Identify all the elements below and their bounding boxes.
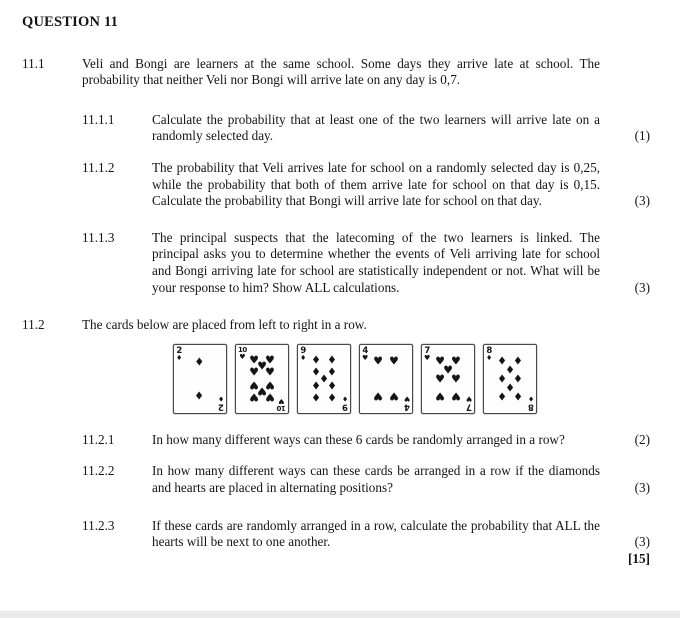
card-corner-br: [218, 395, 224, 411]
question-11-1-1-marks: (1): [634, 128, 650, 144]
card-rank-label: 4: [362, 345, 368, 356]
diamond-suit-icon: ♦: [217, 395, 224, 404]
diamond-pip-icon: ♦: [194, 355, 205, 369]
card-corner-br: [277, 397, 286, 411]
card-rank-label: 8: [528, 401, 534, 412]
question-11-1-2-marks: (3): [634, 193, 650, 209]
card-rank-label: 10: [238, 345, 247, 354]
diamond-pip-icon: ♦: [311, 378, 322, 392]
section-11-1: [22, 56, 650, 297]
heart-suit-icon: ♥: [239, 352, 246, 361]
card-rank-label: 9: [342, 401, 348, 412]
question-11-2-2-number: 11.2.2: [82, 463, 115, 479]
playing-cards-row: [173, 344, 650, 414]
question-11-1-2-text: The probability that Veli arrives late for school on a randomly selected day is 0,25, while the probability that both of them arrive late for school on that day is 0,15. Calculate the probability that Bongi will arrive late for school on that day.: [152, 159, 600, 209]
heart-suit-icon: ♥: [278, 396, 285, 405]
diamond-pip-icon: ♦: [311, 390, 322, 404]
diamond-pip-icon: ♦: [194, 388, 205, 402]
heart-pip-icon: ♥: [257, 384, 267, 398]
section-11-2-number: 11.2: [22, 317, 45, 333]
diamond-suit-icon: ♦: [341, 395, 348, 404]
question-11-2-3: [82, 518, 650, 551]
heart-pip-icon: ♥: [373, 389, 384, 403]
heart-suit-icon: ♥: [403, 395, 410, 404]
question-11-2-2-text: In how many different ways can these cards be arranged in a row if the diamonds and hearts are placed in alternating positions?: [152, 463, 600, 495]
card-rank-label: 9: [300, 345, 306, 356]
question-11-2-3-number: 11.2.3: [82, 517, 115, 533]
heart-pip-icon: ♥: [264, 365, 275, 379]
heart-pip-icon: ♥: [450, 372, 461, 386]
card-corner-tl: [362, 347, 368, 363]
question-total-marks: [15]: [628, 550, 650, 566]
diamond-pip-icon: ♦: [326, 353, 337, 367]
card-rank-label: 4: [404, 401, 410, 412]
diamond-suit-icon: ♦: [300, 354, 307, 363]
playing-card-4-heart: [359, 344, 413, 414]
question-11-2-1-marks: (2): [634, 431, 650, 447]
diamond-suit-icon: ♦: [486, 354, 493, 363]
section-11-1-text: Veli and Bongi are learners at the same school. Some days they arrive late at school. The probability that neither Veli nor Bongi will arrive late on any day is 0,7.: [82, 55, 600, 88]
heart-pip-icon: ♥: [264, 353, 275, 367]
card-corner-tl: [176, 347, 182, 363]
heart-pip-icon: ♥: [388, 389, 399, 403]
section-11-2-body: [82, 317, 650, 551]
card-corner-tl: [300, 347, 306, 363]
card-rank-label: 2: [176, 345, 182, 356]
heart-pip-icon: ♥: [443, 363, 453, 377]
heart-pip-icon: ♥: [388, 354, 399, 368]
question-11-1-1-text: Calculate the probability that at least one of the two learners will arrive late on a randomly selected day.: [152, 111, 600, 144]
question-11-2-1-number: 11.2.1: [82, 431, 115, 447]
question-11-2-1: [82, 432, 650, 449]
card-rank-label: 2: [218, 401, 224, 412]
diamond-pip-icon: ♦: [497, 389, 508, 403]
heart-pip-icon: ♥: [435, 372, 446, 386]
heart-pip-icon: ♥: [249, 365, 260, 379]
diamond-pip-icon: ♦: [326, 365, 337, 379]
card-corner-br: [466, 395, 472, 411]
card-corner-tl: [486, 347, 492, 363]
heart-pip-icon: ♥: [435, 354, 446, 368]
question-11-2-3-marks: (3): [634, 534, 650, 550]
card-rank-label: 10: [277, 403, 286, 412]
card-rank-label: 7: [424, 345, 430, 356]
section-11-1-number: 11.1: [22, 55, 45, 71]
card-pip-field: [182, 350, 218, 408]
section-11-2-text: The cards below are placed from left to right in a row.: [82, 317, 367, 333]
heart-pip-icon: ♥: [373, 354, 384, 368]
heart-pip-icon: ♥: [450, 354, 461, 368]
question-11-1-1-number: 11.1.1: [82, 111, 115, 127]
diamond-pip-icon: ♦: [311, 353, 322, 367]
playing-card-10-heart: [235, 344, 289, 414]
diamond-suit-icon: ♦: [527, 395, 534, 404]
diamond-pip-icon: ♦: [326, 378, 337, 392]
section-11-2: [22, 317, 650, 551]
card-corner-tl: [424, 347, 430, 363]
card-corner-br: [528, 395, 534, 411]
card-pip-field: [492, 350, 528, 408]
diamond-pip-icon: ♦: [512, 372, 523, 386]
heart-suit-icon: ♥: [465, 395, 472, 404]
question-11-1-3-number: 11.1.3: [82, 229, 115, 245]
diamond-pip-icon: ♦: [319, 372, 329, 386]
heart-suit-icon: ♥: [362, 354, 369, 363]
playing-card-7-heart: [421, 344, 475, 414]
diamond-pip-icon: ♦: [497, 372, 508, 386]
heart-pip-icon: ♥: [257, 359, 267, 373]
playing-card-9-diamond: [297, 344, 351, 414]
diamond-pip-icon: ♦: [497, 354, 508, 368]
section-11-1-body: [82, 56, 650, 297]
heart-pip-icon: ♥: [249, 353, 260, 367]
card-corner-tl: [238, 347, 247, 361]
card-pip-field: [306, 350, 342, 408]
scan-edge: [0, 611, 680, 618]
question-11-1-3: [82, 230, 650, 296]
question-11-1-3-text: The principal suspects that the latecoming of the two learners is linked. The principal asks you to determine whether the events of Veli arriving late for school and Bongi arriving late for school are statistically independent or not. What will be your response to him? Show ALL calculations.: [152, 229, 600, 295]
heart-suit-icon: ♥: [424, 354, 431, 363]
diamond-pip-icon: ♦: [505, 380, 515, 394]
heart-pip-icon: ♥: [249, 378, 260, 392]
question-11-2-1-text: In how many different ways can these 6 cards be randomly arranged in a row?: [152, 431, 565, 447]
card-pip-field: [244, 350, 280, 408]
heart-pip-icon: ♥: [249, 390, 260, 404]
question-11-2-3-text: If these cards are randomly arranged in a row, calculate the probability that ALL the hearts will be next to one another.: [152, 517, 600, 550]
playing-card-8-diamond: [483, 344, 537, 414]
question-title: QUESTION 11: [22, 14, 119, 30]
question-11-1-2: [82, 160, 650, 210]
diamond-pip-icon: ♦: [326, 390, 337, 404]
card-corner-br: [342, 395, 348, 411]
diamond-pip-icon: ♦: [311, 365, 322, 379]
heart-pip-icon: ♥: [264, 390, 275, 404]
card-pip-field: [368, 350, 404, 408]
diamond-pip-icon: ♦: [505, 363, 515, 377]
heart-pip-icon: ♥: [264, 378, 275, 392]
question-11-1-3-marks: (3): [634, 279, 650, 295]
card-rank-label: 7: [466, 401, 472, 412]
heart-pip-icon: ♥: [450, 389, 461, 403]
question-11-2-2: [82, 463, 650, 496]
playing-card-2-diamond: [173, 344, 227, 414]
card-corner-br: [404, 395, 410, 411]
card-rank-label: 8: [486, 345, 492, 356]
diamond-pip-icon: ♦: [512, 354, 523, 368]
question-11-1-1: [82, 112, 650, 145]
diamond-pip-icon: ♦: [512, 389, 523, 403]
heart-pip-icon: ♥: [435, 389, 446, 403]
question-11-1-2-number: 11.1.2: [82, 159, 115, 175]
question-11-2-2-marks: (3): [634, 479, 650, 495]
card-pip-field: [430, 350, 466, 408]
diamond-suit-icon: ♦: [176, 354, 183, 363]
